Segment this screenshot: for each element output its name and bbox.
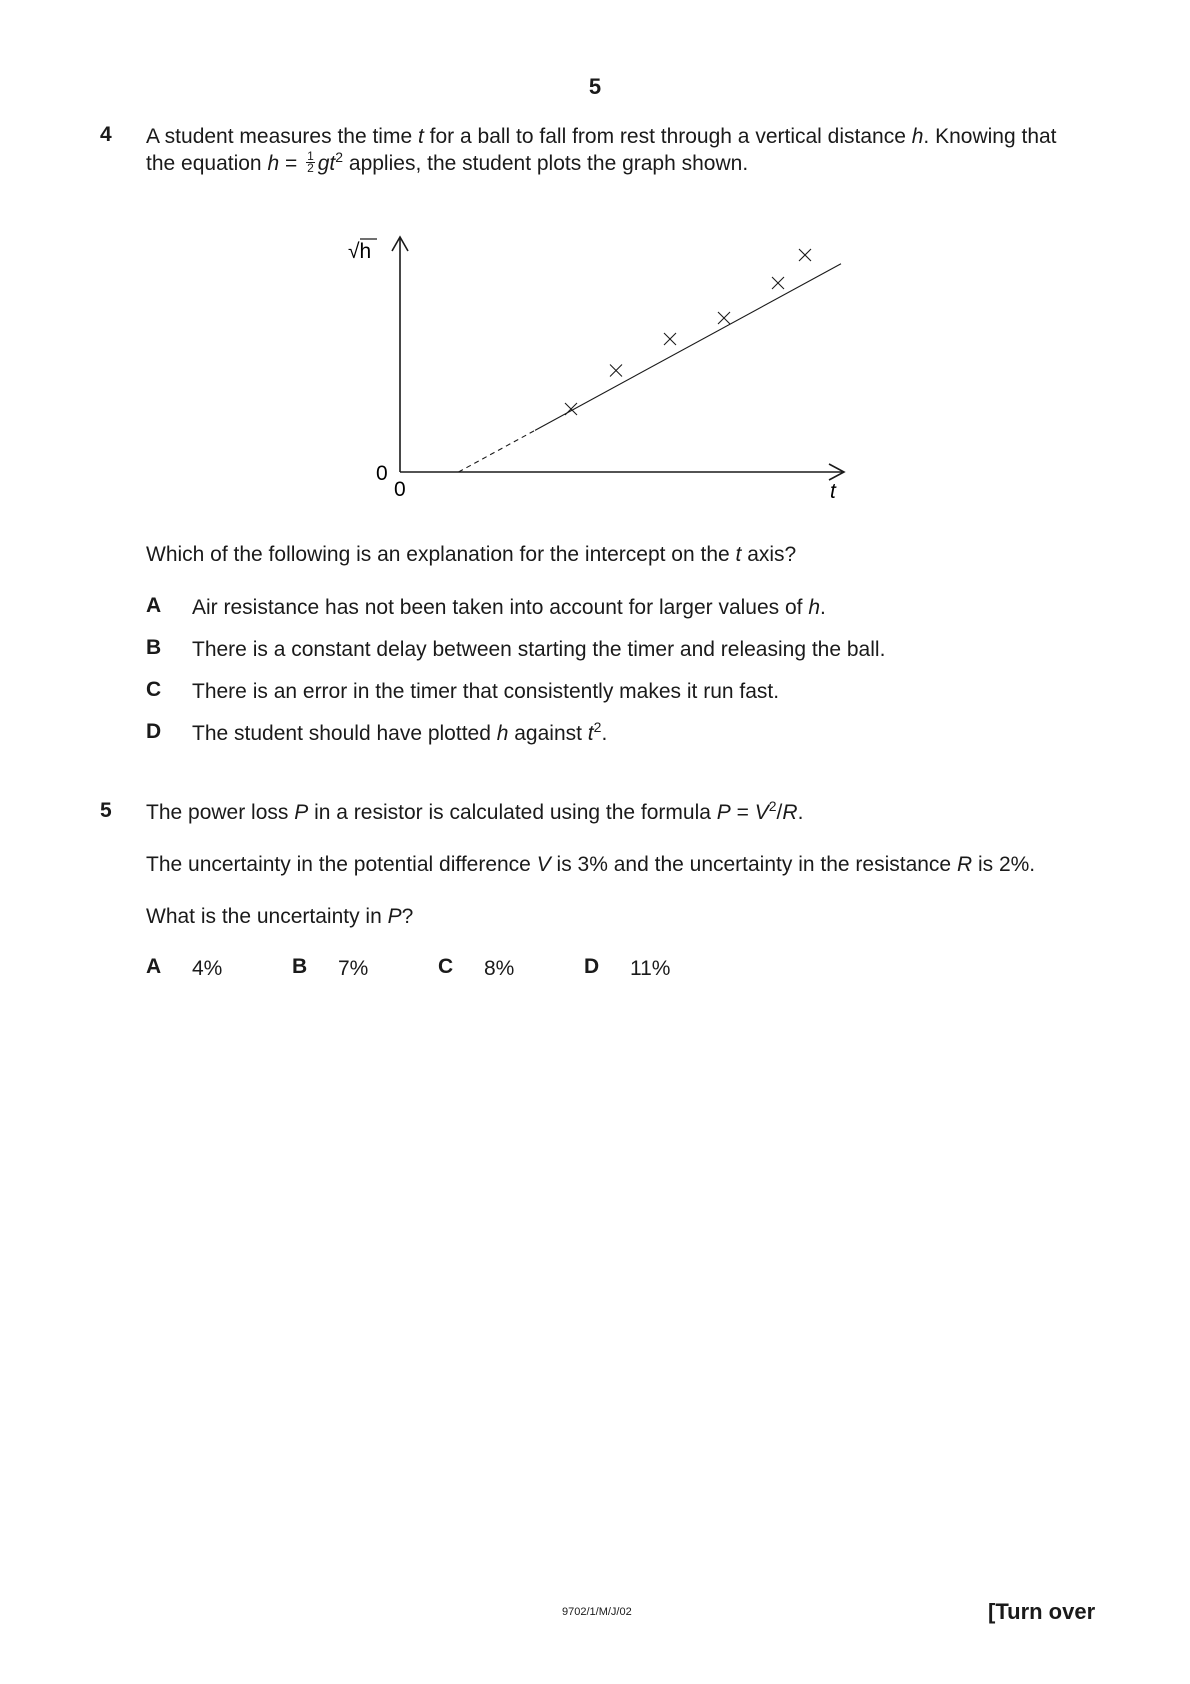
q5-option-d-value: 11%: [630, 957, 671, 980]
question-5-line-1: The power loss P in a resistor is calculated using the formula $P = V^2/R$.: [146, 798, 804, 824]
q4-option-a-letter: A: [146, 594, 162, 617]
q4-option-c-letter: C: [146, 678, 162, 701]
question-5-number: 5: [100, 799, 112, 822]
question-4-line-2: the equation h = $\frac{1}{2}$ $gt^2$ applies, the student plots the graph shown.: [146, 148, 749, 175]
q4-option-d-text: The student should have plotted h against $t^2$.: [192, 719, 608, 745]
x-origin-label: 0: [394, 478, 406, 501]
x-axis-label: t: [830, 480, 836, 503]
q5-option-d-letter: D: [584, 955, 600, 978]
best-fit-solid: [535, 264, 841, 431]
page-number: 5: [588, 74, 602, 99]
question-5-line-2: The uncertainty in the potential difference V is 3% and the uncertainty in the resistance R is 2%.: [146, 853, 1036, 876]
graph-axes: [392, 237, 844, 480]
turn-over-label: [Turn over: [988, 1599, 1096, 1624]
q4-option-b-letter: B: [146, 636, 162, 659]
q5-option-a-value: 4%: [192, 957, 223, 980]
data-point-cross: [772, 277, 784, 289]
question-4-prompt: Which of the following is an explanation for the intercept on the t axis?: [146, 543, 797, 566]
best-fit-line: [459, 264, 842, 472]
sqrt-h-vs-t-graph: [330, 200, 860, 510]
q5-option-b-value: 7%: [338, 957, 369, 980]
data-point-cross: [718, 312, 730, 324]
y-origin-label: 0: [376, 462, 388, 485]
question-5-prompt: What is the uncertainty in P?: [146, 905, 414, 928]
data-points: [565, 249, 811, 415]
paper-code: 9702/1/M/J/02: [562, 1606, 632, 1618]
data-point-cross: [664, 333, 676, 345]
q4-option-a-text: Air resistance has not been taken into account for larger values of h.: [192, 596, 826, 619]
data-point-cross: [610, 365, 622, 377]
q5-option-a-letter: A: [146, 955, 162, 978]
question-4-number: 4: [100, 123, 112, 146]
one-half-fraction: $\frac{1}{2}$: [307, 148, 314, 175]
q5-option-c-value: 8%: [484, 957, 515, 980]
q4-option-b-text: There is a constant delay between starting the timer and releasing the ball.: [192, 638, 886, 661]
question-4-line-1: A student measures the time t for a ball to fall from rest through a vertical distance h. Knowing that: [146, 125, 1057, 148]
y-axis-label: √h: [348, 240, 372, 263]
question-4-stem: [146, 123, 1106, 177]
data-point-cross: [799, 249, 811, 261]
q4-option-c-text: There is an error in the timer that consistently makes it run fast.: [192, 680, 780, 703]
q5-option-b-letter: B: [292, 955, 308, 978]
best-fit-extrapolation: [459, 430, 536, 472]
q4-option-d-letter: D: [146, 720, 162, 743]
q5-option-c-letter: C: [438, 955, 454, 978]
